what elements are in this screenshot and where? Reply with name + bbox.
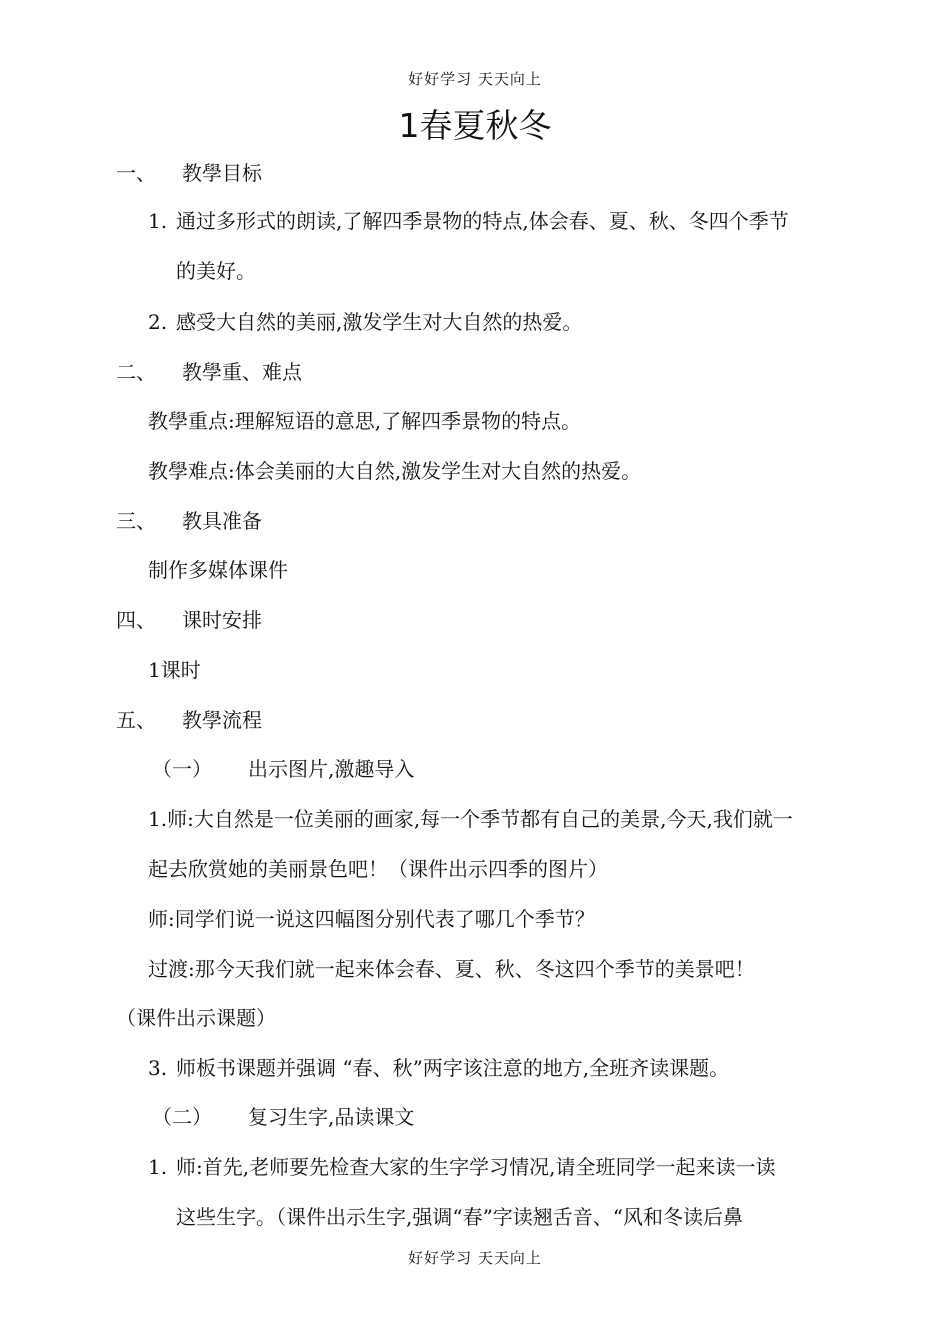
page-header: 好好学习 天天向上 <box>408 70 542 88</box>
flow-question: 师:同学们说一说这四幅图分别代表了哪几个季节？ <box>148 907 595 931</box>
goal-item-2: 2. 感受大自然的美丽,激发学生对大自然的热爱。 <box>148 310 583 334</box>
materials-text: 制作多媒体课件 <box>148 558 288 582</box>
difficult-point: 教學难点:体会美丽的大自然,激发学生对大自然的热爱。 <box>148 459 642 483</box>
schedule-text: 1课时 <box>148 658 201 682</box>
section-heading-1: 一、 教學目标 <box>116 161 262 185</box>
page-footer: 好好学习 天天向上 <box>408 1249 542 1267</box>
page-title: 1春夏秋冬 <box>398 106 552 145</box>
section-heading-4: 四、 课时安排 <box>116 608 262 632</box>
flow-step-4-cont: 这些生字。（课件出示生字,强调“春”字读翘舌音、“风和冬读后鼻 <box>176 1205 744 1229</box>
section-heading-3: 三、 教具准备 <box>116 509 262 533</box>
goal-item-1: 1. 通过多形式的朗读,了解四季景物的特点,体会春、夏、秋、冬四个季节 <box>148 209 789 233</box>
flow-step-3: 3. 师板书课题并强调 “春、秋”两字该注意的地方,全班齐读课题。 <box>148 1056 730 1080</box>
goal-item-1-cont: 的美好。 <box>176 259 256 283</box>
section-heading-5: 五、 教學流程 <box>116 708 262 732</box>
flow-part-1-heading: （一） 出示图片,激趣导入 <box>152 757 415 781</box>
section-heading-2: 二、 教學重、难点 <box>116 360 302 384</box>
flow-transition-cont: （课件出示课题） <box>116 1006 276 1030</box>
flow-part-2-heading: （二） 复习生字,品读课文 <box>152 1105 415 1129</box>
flow-transition: 过渡:那今天我们就一起来体会春、夏、秋、冬这四个季节的美景吧！ <box>148 957 755 981</box>
key-point: 教學重点:理解短语的意思,了解四季景物的特点。 <box>148 409 582 433</box>
flow-step-1-cont: 起去欣赏她的美丽景色吧！（课件出示四季的图片） <box>148 857 608 881</box>
flow-step-4: 1. 师:首先,老师要先检查大家的生字学习情况,请全班同学一起来读一读 <box>148 1155 776 1179</box>
flow-step-1: 1.师:大自然是一位美丽的画家,每一个季节都有自己的美景,今天,我们就一 <box>148 807 793 831</box>
